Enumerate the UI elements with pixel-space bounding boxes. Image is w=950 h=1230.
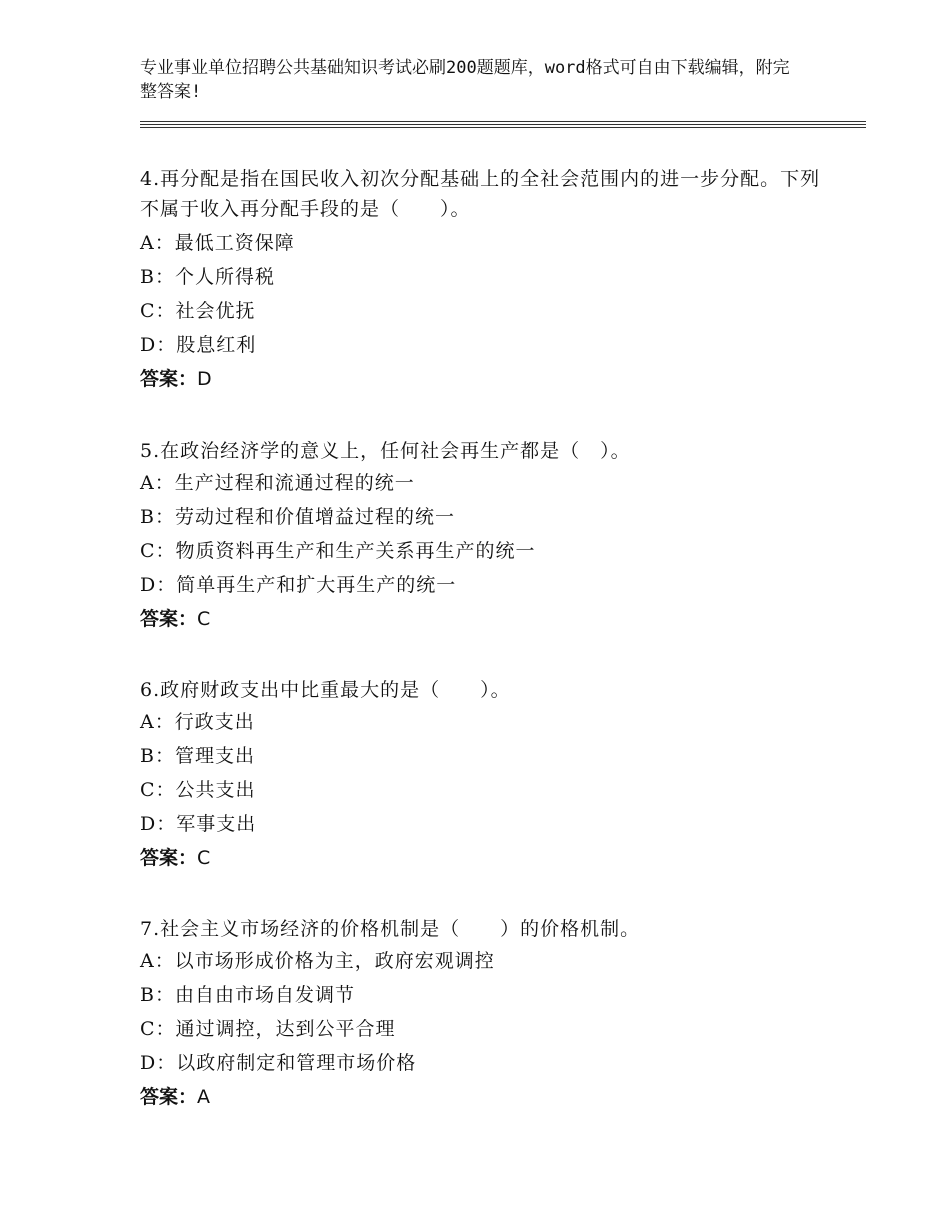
header-divider: [140, 124, 866, 125]
answer-line: [140, 1080, 830, 1114]
option-d: D：以政府制定和管理市场价格: [140, 1052, 417, 1074]
header-divider: [140, 121, 866, 122]
option-d: D：简单再生产和扩大再生产的统一: [140, 574, 457, 596]
question-block: [140, 675, 830, 875]
question-stem: 6.政府财政支出中比重最大的是（ ）。: [140, 679, 511, 701]
document-header: 专业事业单位招聘公共基础知识考试必刷200题题库，word格式可自由下载编辑，附完整答案!: [140, 58, 790, 102]
option-c: C：公共支出: [140, 779, 256, 801]
option-b: B：由自由市场自发调节: [140, 984, 355, 1006]
option-c: C：社会优抚: [140, 300, 256, 322]
option-d: D：股息红利: [140, 334, 257, 356]
option-a: A：行政支出: [140, 711, 255, 733]
answer-line: [140, 602, 830, 636]
option-b: B：劳动过程和价值增益过程的统一: [140, 506, 455, 528]
question-block: [140, 436, 830, 636]
option-b: B：管理支出: [140, 745, 255, 767]
answer-line: [140, 841, 830, 875]
question-stem: 7.社会主义市场经济的价格机制是（ ）的价格机制。: [140, 918, 641, 940]
option-a: A：以市场形成价格为主，政府宏观调控: [140, 950, 495, 972]
option-a: A：生产过程和流通过程的统一: [140, 472, 415, 494]
option-d: D：军事支出: [140, 813, 257, 835]
question-stem: 5.在政治经济学的意义上，任何社会再生产都是（ ）。: [140, 440, 631, 462]
answer-line: [140, 362, 830, 396]
question-block: [140, 164, 830, 396]
question-block: [140, 914, 830, 1114]
answer-value: C: [197, 847, 211, 869]
answer-value: A: [197, 1086, 211, 1108]
question-stem: 4.再分配是指在国民收入初次分配基础上的全社会范围内的进一步分配。下列不属于收入再分配手段的是（ ）。: [140, 168, 821, 220]
option-b: B：个人所得税: [140, 266, 275, 288]
answer-label: 答案：: [140, 1086, 198, 1108]
option-a: A：最低工资保障: [140, 232, 295, 254]
answer-label: 答案：: [140, 608, 198, 630]
answer-label: 答案：: [140, 847, 198, 869]
answer-label: 答案：: [140, 368, 198, 390]
header-divider: [140, 127, 866, 128]
answer-value: C: [197, 608, 211, 630]
answer-value: D: [197, 368, 212, 390]
option-c: C：物质资料再生产和生产关系再生产的统一: [140, 540, 536, 562]
option-c: C：通过调控，达到公平合理: [140, 1018, 396, 1040]
